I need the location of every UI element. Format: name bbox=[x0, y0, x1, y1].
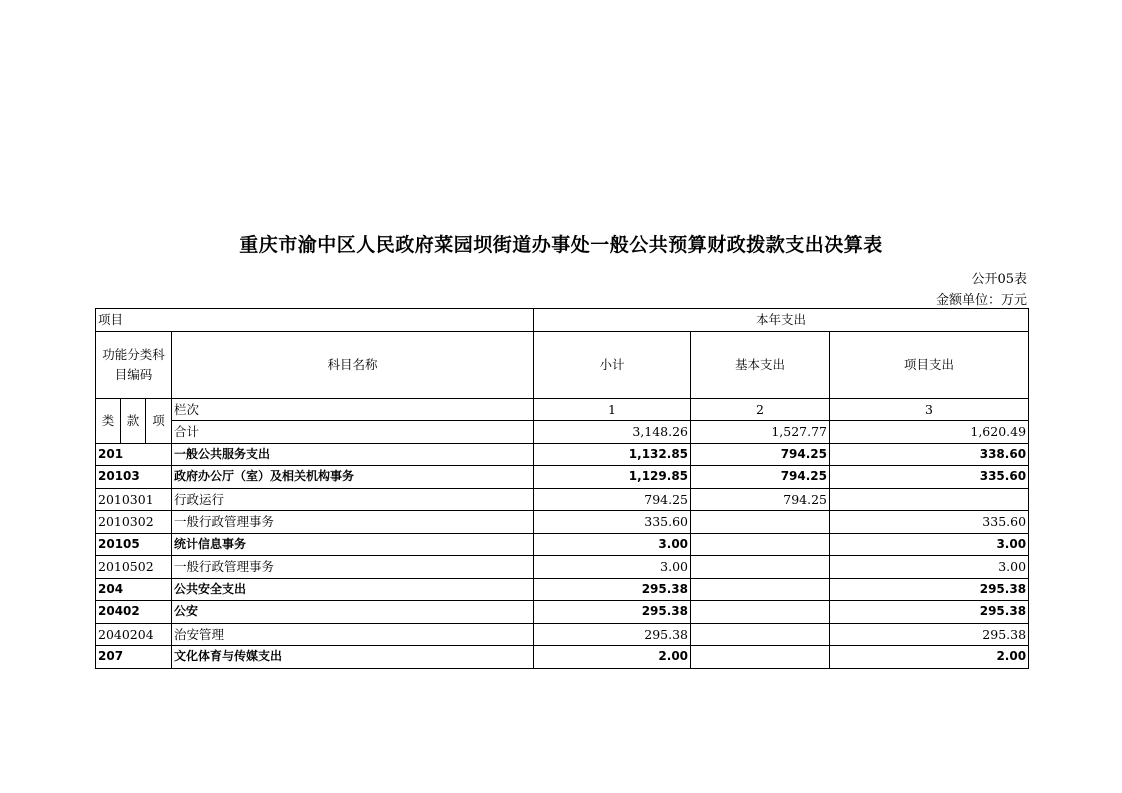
row-subtotal: 335.60 bbox=[534, 511, 691, 534]
table-row bbox=[96, 443, 1029, 466]
total-row bbox=[96, 421, 1029, 444]
row-name: 政府办公厅（室）及相关机构事务 bbox=[172, 466, 534, 489]
row-code: 20105 bbox=[96, 533, 172, 556]
table-row bbox=[96, 623, 1029, 646]
total-project: 1,620.49 bbox=[830, 421, 1029, 444]
total-subtotal: 3,148.26 bbox=[534, 421, 691, 444]
table-row bbox=[96, 511, 1029, 534]
row-code: 20402 bbox=[96, 601, 172, 624]
row-subtotal: 1,129.85 bbox=[534, 466, 691, 489]
row-name: 统计信息事务 bbox=[172, 533, 534, 556]
table-row bbox=[96, 601, 1029, 624]
row-project: 295.38 bbox=[830, 623, 1029, 646]
header-subject-name: 科目名称 bbox=[172, 331, 534, 398]
row-name: 一般行政管理事务 bbox=[172, 511, 534, 534]
row-project: 3.00 bbox=[830, 556, 1029, 579]
row-subtotal: 1,132.85 bbox=[534, 443, 691, 466]
row-basic bbox=[691, 556, 830, 579]
row-basic bbox=[691, 578, 830, 601]
row-code: 201 bbox=[96, 443, 172, 466]
row-subtotal: 2.00 bbox=[534, 646, 691, 669]
row-project: 295.38 bbox=[830, 578, 1029, 601]
header-project-exp: 项目支出 bbox=[830, 331, 1029, 398]
header-row-1 bbox=[96, 309, 1029, 332]
row-project: 2.00 bbox=[830, 646, 1029, 669]
row-basic bbox=[691, 533, 830, 556]
row-project: 338.60 bbox=[830, 443, 1029, 466]
row-project: 295.38 bbox=[830, 601, 1029, 624]
table-row bbox=[96, 646, 1029, 669]
row-basic: 794.25 bbox=[691, 488, 830, 511]
column-number-row bbox=[96, 398, 1029, 421]
total-label: 合计 bbox=[172, 421, 534, 444]
table-row bbox=[96, 556, 1029, 579]
table-row bbox=[96, 578, 1029, 601]
row-basic bbox=[691, 511, 830, 534]
row-code: 204 bbox=[96, 578, 172, 601]
row-name: 公安 bbox=[172, 601, 534, 624]
header-lei: 类 bbox=[96, 398, 121, 443]
table-row bbox=[96, 466, 1029, 489]
row-name: 一般公共服务支出 bbox=[172, 443, 534, 466]
form-number: 公开05表 bbox=[971, 272, 1027, 287]
total-basic: 1,527.77 bbox=[691, 421, 830, 444]
row-project bbox=[830, 488, 1029, 511]
row-name: 文化体育与传媒支出 bbox=[172, 646, 534, 669]
column-3: 3 bbox=[830, 398, 1029, 421]
row-basic bbox=[691, 646, 830, 669]
row-name: 治安管理 bbox=[172, 623, 534, 646]
row-code: 2010302 bbox=[96, 511, 172, 534]
amount-unit: 金额单位：万元 bbox=[935, 293, 1027, 308]
row-subtotal: 295.38 bbox=[534, 578, 691, 601]
row-code: 20103 bbox=[96, 466, 172, 489]
row-code: 2010301 bbox=[96, 488, 172, 511]
row-subtotal: 794.25 bbox=[534, 488, 691, 511]
row-subtotal: 3.00 bbox=[534, 533, 691, 556]
header-row-2 bbox=[96, 331, 1029, 398]
row-basic bbox=[691, 623, 830, 646]
row-project: 335.60 bbox=[830, 511, 1029, 534]
row-name: 行政运行 bbox=[172, 488, 534, 511]
expenditure-table bbox=[95, 308, 1029, 669]
column-label: 栏次 bbox=[172, 398, 534, 421]
row-code: 2040204 bbox=[96, 623, 172, 646]
row-subtotal: 295.38 bbox=[534, 601, 691, 624]
row-project: 3.00 bbox=[830, 533, 1029, 556]
header-kuan: 款 bbox=[121, 398, 146, 443]
row-code: 2010502 bbox=[96, 556, 172, 579]
header-func-code: 功能分类科目编码 bbox=[96, 331, 172, 398]
row-basic: 794.25 bbox=[691, 443, 830, 466]
table-row bbox=[96, 533, 1029, 556]
row-basic bbox=[691, 601, 830, 624]
table-row bbox=[96, 488, 1029, 511]
row-code: 207 bbox=[96, 646, 172, 669]
row-name: 一般行政管理事务 bbox=[172, 556, 534, 579]
column-2: 2 bbox=[691, 398, 830, 421]
row-name: 公共安全支出 bbox=[172, 578, 534, 601]
header-project: 项目 bbox=[96, 309, 534, 332]
column-1: 1 bbox=[534, 398, 691, 421]
row-subtotal: 3.00 bbox=[534, 556, 691, 579]
header-current-year: 本年支出 bbox=[534, 309, 1029, 332]
row-subtotal: 295.38 bbox=[534, 623, 691, 646]
header-subtotal: 小计 bbox=[534, 331, 691, 398]
header-xiang: 项 bbox=[146, 398, 172, 443]
row-basic: 794.25 bbox=[691, 466, 830, 489]
row-project: 335.60 bbox=[830, 466, 1029, 489]
page-title: 重庆市渝中区人民政府菜园坝街道办事处一般公共预算财政拨款支出决算表 bbox=[239, 234, 883, 256]
header-basic: 基本支出 bbox=[691, 331, 830, 398]
